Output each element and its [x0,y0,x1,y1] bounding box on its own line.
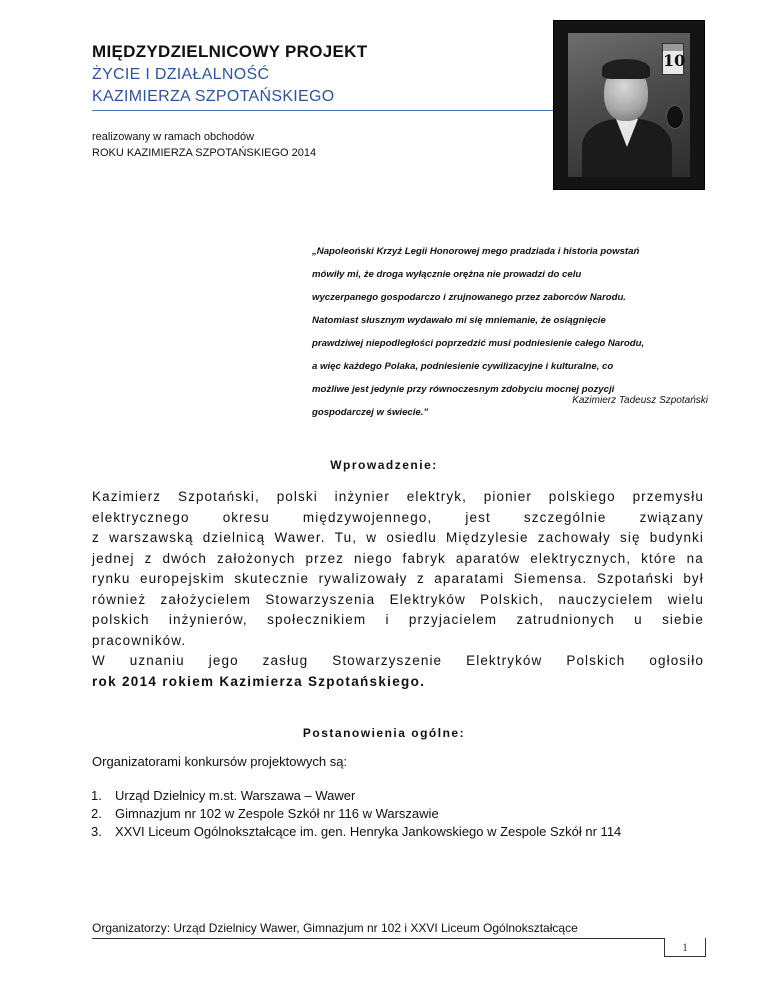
word: jego [208,653,239,668]
word: przez [305,550,345,566]
word: które [641,550,677,566]
word: rynku [92,571,131,586]
word: jest [465,509,491,525]
word: warszawską [109,530,194,545]
word: elektrycznych, [530,550,632,566]
word: Siemensa. [513,571,588,586]
hair-shape [602,59,650,79]
telephone-icon [666,105,684,129]
word: z [416,571,425,586]
word: W [92,653,106,668]
word: związany [639,509,704,525]
word: międzywojennego, [302,509,433,525]
word: wielu [667,591,704,607]
word: Polskich, [480,591,545,607]
intro-line [92,508,704,529]
word: Stowarzyszenia [265,591,376,607]
word: fabryk [402,550,446,566]
realized-note-line2: ROKU KAZIMIERZA SZPOTAŃSKIEGO 2014 [92,147,317,159]
word: przemysłu [632,489,704,504]
word: dwóch [162,550,207,566]
quote-line: mówiły mi, że droga wyłącznie orężna nie prowadzi do celu [312,269,582,280]
intro-line [92,549,704,570]
word: ogłosiło [649,653,704,668]
word: u [634,612,643,627]
list-item [91,823,622,841]
word: Elektryków [389,591,466,607]
general-heading: Postanowienia ogólne: [302,726,466,740]
word: siebie [662,612,704,627]
list-item-text: Gimnazjum nr 102 w Zespole Szkół nr 116 w Warszawie [115,806,439,821]
word: polski [276,489,318,504]
word: przyjacielem [408,612,498,627]
intro-paragraph [92,487,704,692]
intro-line [92,610,704,631]
quote-line: Natomiast słusznym wydawało mi się mniemanie, że osiągnięcie [312,315,606,326]
word: z [144,550,153,566]
word: europejskim [139,571,225,586]
word: aparatami [434,571,505,586]
calendar-icon [662,43,684,75]
intro-line [92,487,704,508]
list-item-text: Urząd Dzielnicy m.st. Warszawa – Wawer [115,788,356,803]
quote-line: a więc każdego Polaka, podniesienie cywilizacyjne i kulturalne, co [312,361,614,372]
word: jednej [92,550,135,566]
list-item-text: XXVI Liceum Ogólnokształcące im. gen. Henryka Jankowskiego w Zespole Szkół nr 114 [115,824,622,839]
calendar-number: 10 [663,51,686,70]
quote-line: prawdziwej niepodległości poprzedzić musi podniesienie całego Narodu, [312,338,645,349]
list-item [91,787,621,805]
quote-line: „Napoleoński Krzyż Legii Honorowej mego pradziada i historia powstań [312,246,640,257]
organizers-intro: Organizatorami konkursów projektowych są: [92,754,348,769]
list-item-number: 1. [91,788,102,803]
word: Międzylesie [446,530,529,545]
word: Polskich [566,653,626,668]
word: w [366,530,378,545]
word: Wawer. [274,530,326,545]
word: był [683,571,704,586]
list-item-number: 3. [91,824,102,839]
intro-bold-text: rok 2014 rokiem Kazimierza Szpotańskiego. [92,673,426,689]
word: budynki [649,530,704,545]
word: również [92,591,147,607]
word: uznaniu [129,653,185,668]
quote-line: gospodarczej w świecie.” [312,407,429,418]
word: założonych [216,550,296,566]
word: zasług [262,653,309,668]
footer-text: Organizatorzy: Urząd Dzielnicy Wawer, Gimnazjum nr 102 i XXVI Liceum Ogólnokształcące [92,921,578,935]
page-subtitle-line1: ŻYCIE I DZIAŁALNOŚĆ [92,66,270,83]
word: Szpotański, [177,489,260,504]
word: Stowarzyszenie [332,653,443,668]
realized-note-line1: realizowany w ramach obchodów [92,131,255,143]
word: niego [354,550,393,566]
page-number: 1 [664,938,706,957]
word: i [385,612,390,627]
word: społecznikiem [267,612,367,627]
word: zatrudnionych [516,612,615,627]
intro-heading: Wprowadzenie: [330,458,438,472]
word: założycielem [160,591,252,607]
word: zachowały [537,530,611,545]
word: z [92,530,100,545]
word: Szpotański [596,571,674,586]
word: okresu [222,509,270,525]
calendar-header [663,44,683,51]
word: skutecznie [234,571,310,586]
intro-line [92,651,704,672]
word: Kazimierz [92,489,162,504]
footer-rule [92,938,704,939]
list-item-number: 2. [91,806,102,821]
word: inżynierów, [168,612,248,627]
word: polskich [92,612,150,627]
word: na [686,550,704,566]
intro-line [92,528,704,549]
word: pionier [483,489,532,504]
word: nauczycielem [558,591,654,607]
organizers-list [91,787,622,841]
list-item [91,805,621,823]
intro-line [92,590,704,611]
intro-bold-line [92,672,704,693]
word: aparatów [455,550,521,566]
word: się [620,530,641,545]
word: osiedlu [386,530,437,545]
page-title: MIĘDZYDZIELNICOWY PROJEKT [92,42,368,61]
quote-author: Kazimierz Tadeusz Szpotański [572,395,708,406]
word: elektryk, [406,489,467,504]
word: inżynier [334,489,390,504]
quote-line: możliwe jest jedynie przy równoczesnym zdobyciu mocnej pozycji [312,384,615,395]
intro-line: pracowników. [92,632,187,648]
page-subtitle-line2: KAZIMIERZA SZPOTAŃSKIEGO [92,88,335,105]
portrait-image [568,33,690,177]
word: Tu, [334,530,358,545]
word: polskiego [548,489,616,504]
quote-line: wyczerpanego gospodarczo i zrujnowanego przez zaborców Narodu. [312,292,626,303]
portrait-photo [553,20,705,190]
word: elektrycznego [92,509,190,525]
word: rywalizowały [318,571,408,586]
word: dzielnicą [202,530,266,545]
intro-line [92,569,704,590]
word: Elektryków [466,653,543,668]
word: szczególnie [523,509,607,525]
